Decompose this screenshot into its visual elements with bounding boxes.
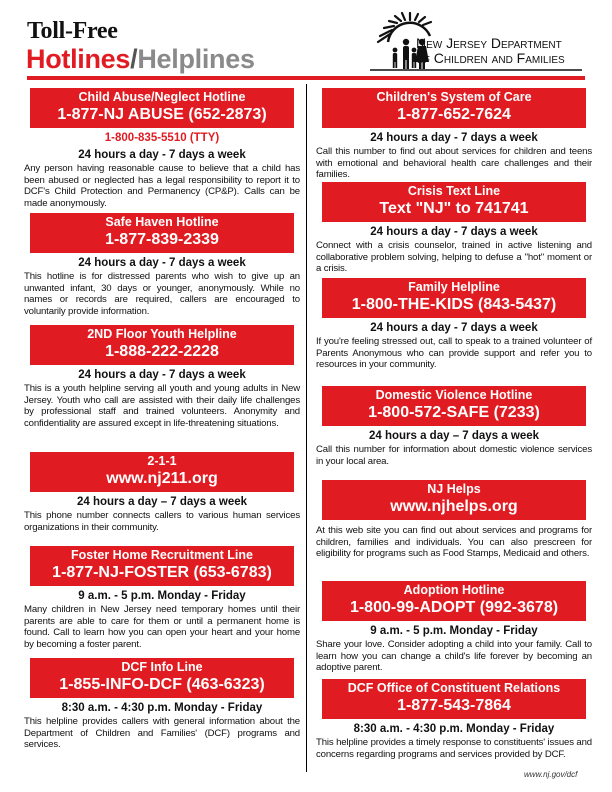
hotline-phone: 1-800-99-ADOPT (992-3678) — [349, 599, 559, 616]
column-divider — [306, 84, 307, 772]
header-rule — [27, 76, 585, 80]
hotline-header — [30, 658, 294, 698]
hotline-name: 2-1-1 — [147, 454, 177, 468]
hotline-crisis-text — [316, 182, 592, 278]
hotline-child-abuse — [24, 88, 300, 213]
hotline-family-helpline — [316, 278, 592, 386]
hotline-phone: Text "NJ" to 741741 — [379, 200, 529, 217]
hotline-name: Domestic Violence Hotline — [375, 388, 533, 402]
hotline-phone: 1-888-222-2228 — [105, 343, 219, 360]
hotline-phone: 1-855-INFO-DCF (463-6323) — [59, 676, 265, 693]
hotline-domestic-violence — [316, 386, 592, 480]
hotline-header — [322, 182, 586, 222]
hotline-description: Share your love. Consider adopting a child into your family. Call to learn how you can change a child's life forever by becoming an adoptive parent. — [316, 639, 592, 673]
hotline-name: Foster Home Recruitment Line — [71, 548, 253, 562]
hotline-header — [322, 679, 586, 719]
hotline-hours: 24 hours a day - 7 days a week — [370, 226, 538, 238]
hotline-adoption — [316, 581, 592, 679]
hotline-description: This helpline provides callers with general information about the Department of Children and Families' (DCF) programs and services. — [24, 716, 300, 750]
hotline-foster-home — [24, 546, 300, 658]
hotline-2nd-floor — [24, 325, 300, 452]
hotline-hours: 24 hours a day – 7 days a week — [368, 430, 540, 442]
footer-website-link[interactable]: www.nj.gov/dcf — [524, 770, 578, 779]
hotline-hours: 24 hours a day – 7 days a week — [76, 496, 248, 508]
hotline-name: Adoption Hotline — [403, 583, 505, 597]
hotline-hours: 9 a.m. - 5 p.m. Monday - Friday — [78, 590, 246, 602]
hotline-description: If you're feeling stressed out, call to speak to a trained volunteer of Parents Anonymous who can provide support and refer you to resources in your community. — [316, 336, 592, 370]
hotline-website-link[interactable]: www.nj211.org — [106, 470, 218, 487]
agency-name — [416, 36, 565, 66]
hotline-phone: 1-800-572-SAFE (7233) — [368, 404, 540, 421]
hotline-name: DCF Office of Constituent Relations — [347, 681, 561, 695]
hotline-hours: 24 hours a day - 7 days a week — [78, 149, 246, 161]
title-slash: / — [130, 44, 138, 74]
hotline-name: DCF Info Line — [121, 660, 203, 674]
hotline-hours: 8:30 a.m. - 4:30 p.m. Monday - Friday — [61, 702, 263, 714]
title-hotlines: Hotlines — [26, 44, 131, 74]
hotline-safe-haven — [24, 213, 300, 325]
hotline-description: Any person having reasonable cause to believe that a child has been abused or neglected has a legal responsibility to report it to DCF's Child Protection and Permanency (CP&P). Calls can be made anonymously. — [24, 163, 300, 209]
hotline-description: This is a youth helpline serving all youth and young adults in New Jersey. Youth who call are assisted with their daily life challenges by professional staff and trained volunteers. Anonymity and confidentiality are assured except in life-threatening situations. — [24, 383, 300, 429]
hotline-name: Child Abuse/Neglect Hotline — [78, 90, 246, 104]
hotline-tty: 1-800-835-5510 (TTY) — [104, 132, 220, 144]
hotline-phone: 1-800-THE-KIDS (843-5437) — [351, 296, 557, 313]
hotline-name: Family Helpline — [408, 280, 500, 294]
hotline-header — [322, 386, 586, 426]
hotline-phone: 1-877-839-2339 — [105, 231, 219, 248]
hotline-nj-helps — [316, 480, 592, 581]
hotline-childrens-system — [316, 88, 592, 182]
hotline-name: 2ND Floor Youth Helpline — [87, 327, 237, 341]
hotline-name: Crisis Text Line — [407, 184, 501, 198]
hotline-phone: 1-877-NJ ABUSE (652-2873) — [57, 106, 267, 123]
hotline-dcf-info — [24, 658, 300, 758]
hotline-constituent-relations — [316, 679, 592, 769]
right-column — [316, 88, 592, 769]
hotline-hours: 9 a.m. - 5 p.m. Monday - Friday — [370, 625, 538, 637]
hotline-header — [30, 546, 294, 586]
hotline-header — [30, 325, 294, 365]
agency-line2: of Children and Families — [416, 50, 565, 66]
hotline-description: Call this number to find out about services for children and teens with emotional and behavioral health care challenges and their families. — [316, 146, 592, 180]
hotline-description: This helpline provides a timely response to constituents' issues and concerns regarding programs and services provided by DCF. — [316, 737, 592, 760]
hotline-hours: 24 hours a day - 7 days a week — [78, 369, 246, 381]
left-column — [24, 88, 300, 758]
hotline-header — [322, 480, 586, 520]
hotline-name: NJ Helps — [427, 482, 481, 496]
hotline-phone: 1-877-652-7624 — [397, 106, 511, 123]
hotline-phone: 1-877-NJ-FOSTER (653-6783) — [52, 564, 272, 581]
hotline-header — [30, 88, 294, 128]
hotline-name: Safe Haven Hotline — [105, 215, 219, 229]
hotline-hours: 24 hours a day - 7 days a week — [78, 257, 246, 269]
hotline-description: This phone number connects callers to various human services organizations in their community. — [24, 510, 300, 533]
hotline-header — [322, 581, 586, 621]
hotline-header — [30, 213, 294, 253]
title-line1: Toll-Free — [27, 18, 118, 44]
hotline-header — [322, 88, 586, 128]
page-title — [26, 44, 255, 75]
hotline-hours: 24 hours a day - 7 days a week — [370, 322, 538, 334]
hotline-hours: 24 hours a day - 7 days a week — [370, 132, 538, 144]
hotline-hours: 8:30 a.m. - 4:30 p.m. Monday - Friday — [353, 723, 555, 735]
hotline-website-link[interactable]: www.njhelps.org — [390, 498, 518, 515]
hotline-description: Connect with a crisis counselor, trained in active listening and collaborative problem solving, helping to defuse a "hot" moment or a crisis. — [316, 240, 592, 274]
hotline-header — [322, 278, 586, 318]
hotline-name: Children's System of Care — [376, 90, 532, 104]
hotline-description: This hotline is for distressed parents who wish to give up an unwanted infant, 30 days or younger, anonymously. While no names or records are required, callers are encouraged to voluntarily provide information. — [24, 271, 300, 317]
title-helplines: Helplines — [137, 44, 255, 74]
agency-line1: New Jersey Department — [416, 35, 562, 51]
hotline-description: Call this number for information about domestic violence services in your local area. — [316, 444, 592, 467]
hotline-phone: 1-877-543-7864 — [397, 697, 511, 714]
hotline-description: At this web site you can find out about services and programs for children, families and individuals. You can also prescreen for eligibility for programs such as Food Stamps, Medicaid and others. — [316, 525, 592, 559]
hotline-211 — [24, 452, 300, 546]
hotline-header — [30, 452, 294, 492]
hotline-description: Many children in New Jersey need temporary homes until their parents are able to care for them or until a permanent home is found. Call to learn how you can open your heart and your home by becoming a foster parent. — [24, 604, 300, 650]
